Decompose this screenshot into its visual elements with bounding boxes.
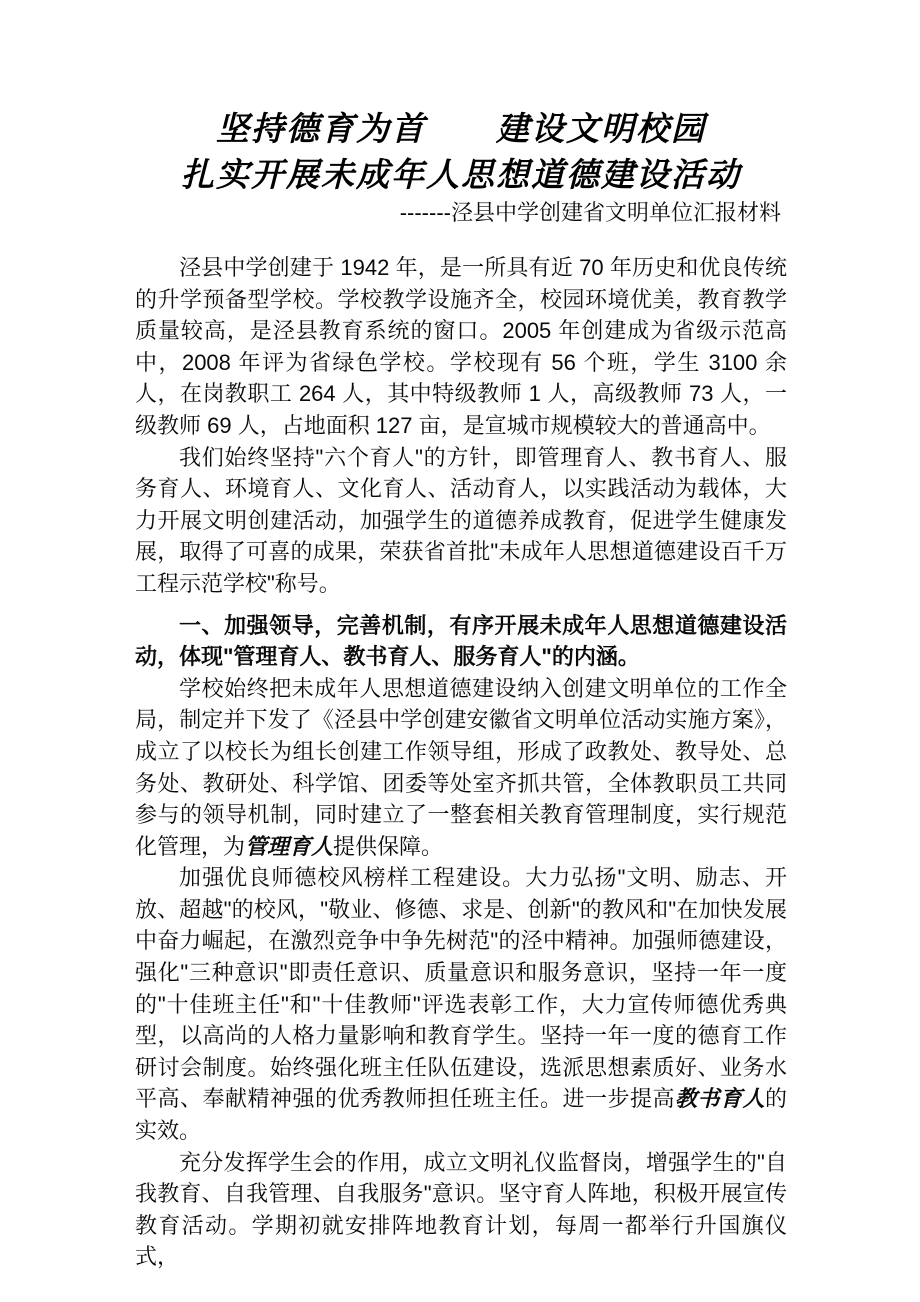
paragraph-leadership-text-pre: 学校始终把未成年人思想道德建设纳入创建文明单位的工作全局，制定并下发了《泾县中学创建安徽省文明单位活动实施方案》，成立了以校长为组长创建工作领导组，形成了政教处、教导处、总务处、教研处、科学馆、团委等处室齐抓共管，全体教职员工共同参与的领导机制，同时建立了一整套相关教育管理制度，实行规范化管理，为	[135, 675, 787, 859]
document-byline: -------泾县中学创建省文明单位汇报材料	[399, 200, 781, 225]
paragraph-leadership-mechanism	[135, 673, 787, 863]
paragraph-student-union: 充分发挥学生会的作用，成立文明礼仪监督岗，增强学生的"自我教育、自我管理、自我服务"意识。坚守育人阵地，积极开展宣传教育活动。学期初就安排阵地教育计划，每周一都举行升国旗仪式，	[135, 1149, 787, 1270]
document-body	[135, 252, 787, 1273]
document-title-line1: 坚持德育为首 建设文明校园	[216, 109, 706, 148]
paragraph-teacher-ethics-text-pre: 加强优良师德校风榜样工程建设。大力弘扬"文明、励志、开放、超越"的校风，"敬业、修德、求是、创新"的教风和"在加快发展中奋力崛起，在激烈竞争中争先树范"的泾中精神。加强师德建设，强化"三种意识"即责任意识、质量意识和服务意识，坚持一年一度的"十佳班主任"和"十佳教师"评选表彰工作，大力宣传师德优秀典型，以高尚的人格力量影响和教育学生。坚持一年一度的德育工作研讨会制度。始终强化班主任队伍建设，选派思想素质好、业务水平高、奉献精神强的优秀教师担任班主任。进一步提高	[135, 865, 787, 1112]
paragraph-teacher-ethics-text-post: 的实效。	[135, 1086, 787, 1144]
document-title-line2: 扎实开展未成年人思想道德建设活动	[181, 155, 741, 194]
paragraph-school-overview: 泾县中学创建于 1942 年，是一所具有近 70 年历史和优良传统的升学预备型学校。学校教学设施齐全，校园环境优美，教育教学质量较高，是泾县教育系统的窗口。2005 年创建成为省级示范高中，2008 年评为省绿色学校。学校现有 56 个班，学生 3100 余人，在岗教职工 264 人，其中特级教师 1 人，高级教师 73 人，一级教师 69 人，占地面积 127 亩，是宣城市规模较大的普通高中。	[135, 255, 787, 438]
paragraph-leadership-text-post: 提供保障。	[333, 833, 444, 859]
paragraph-teacher-ethics	[135, 862, 787, 1146]
paragraph-six-yuren-policy: 我们始终坚持"六个育人"的方针，即管理育人、教书育人、服务育人、环境育人、文化育人、活动育人，以实践活动为载体，大力开展文明创建活动，加强学生的道德养成教育，促进学生健康发展，取得了可喜的成果，荣获省首批"未成年人思想道德建设百千万工程示范学校"称号。	[135, 444, 787, 596]
section-heading-1: 一、加强领导，完善机制，有序开展未成年人思想道德建设活动，体现"管理育人、教书育人、服务育人"的内涵。	[135, 612, 787, 670]
emphasis-jiaoshu-yuren: 教书育人	[674, 1086, 765, 1112]
emphasis-guanli-yuren: 管理育人	[245, 833, 334, 859]
